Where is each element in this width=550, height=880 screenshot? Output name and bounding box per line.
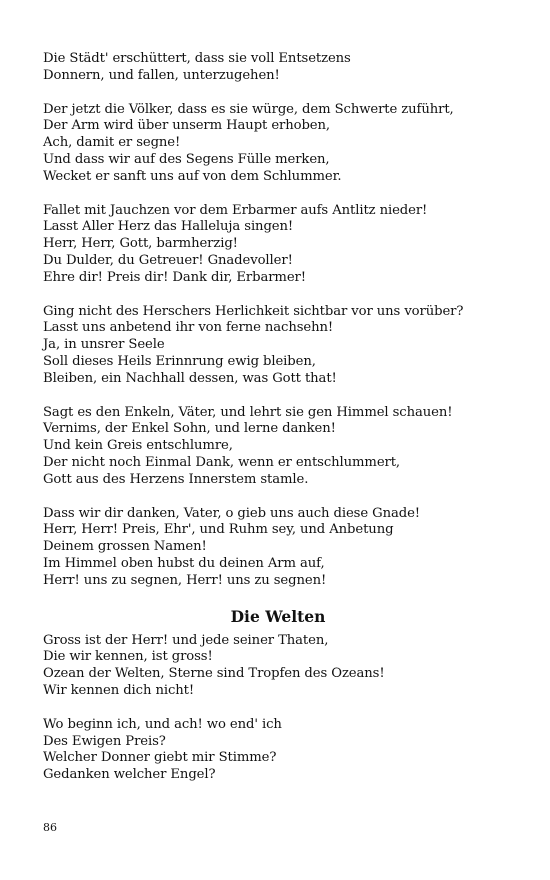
poem-line: Wir kennen dich nicht! xyxy=(43,682,195,698)
stanza xyxy=(43,633,513,700)
poem-line: Du Dulder, du Getreuer! Gnadevoller! xyxy=(43,252,293,268)
poem-line: Lasst Aller Herz das Halleluja singen! xyxy=(43,219,294,235)
stanza xyxy=(43,102,513,186)
poem-line: Ozean der Welten, Sterne sind Tropfen des Ozeans! xyxy=(43,666,385,682)
poem-line: Ja, in unsrer Seele xyxy=(43,337,165,353)
poem-line: Deinem grossen Namen! xyxy=(43,539,207,555)
poem-line: Und dass wir auf des Segens Fülle merken, xyxy=(43,151,330,167)
poem-line: Fallet mit Jauchzen vor dem Erbarmer aufs Antlitz nieder! xyxy=(43,202,428,218)
poem-line: Ging nicht des Herschers Herlichkeit sichtbar vor uns vorüber? xyxy=(43,303,464,319)
poem-line: Gedanken welcher Engel? xyxy=(43,767,216,783)
poem-line: Wo beginn ich, und ach! wo end' ich xyxy=(43,716,282,732)
poem-line: Lasst uns anbetend ihr von ferne nachsehn! xyxy=(43,320,334,336)
poem-line: Bleiben, ein Nachhall dessen, was Gott that! xyxy=(43,370,337,386)
poem-line: Wecket er sanft uns auf von dem Schlummer. xyxy=(43,168,342,184)
poem-continued xyxy=(43,51,513,590)
poem-line: Vernims, der Enkel Sohn, und lerne danken! xyxy=(43,421,336,437)
poem-line: Der jetzt die Völker, dass es sie würge, dem Schwerte zuführt, xyxy=(43,101,454,117)
poem-line: Des Ewigen Preis? xyxy=(43,733,166,749)
stanza xyxy=(43,717,513,784)
poem-line: Herr, Herr! Preis, Ehr', und Ruhm sey, und Anbetung xyxy=(43,522,394,538)
page-number: 86 xyxy=(43,821,57,834)
poem-line: Gott aus des Herzens Innerstem stamle. xyxy=(43,471,309,487)
poem-title: Die Welten xyxy=(230,606,326,626)
poem-line: Und kein Greis entschlumre, xyxy=(43,438,233,454)
poem-line: Donnern, und fallen, unterzugehen! xyxy=(43,67,280,83)
poem-line: Herr! uns zu segnen, Herr! uns zu segnen! xyxy=(43,572,327,588)
poem-line: Sagt es den Enkeln, Väter, und lehrt sie gen Himmel schauen! xyxy=(43,404,453,420)
poem-line: Welcher Donner giebt mir Stimme? xyxy=(43,750,277,766)
poem-die-welten xyxy=(43,633,513,784)
poem-line: Die wir kennen, ist gross! xyxy=(43,649,213,665)
stanza xyxy=(43,51,513,85)
poem-line: Im Himmel oben hubst du deinen Arm auf, xyxy=(43,555,325,571)
poem-line: Der Arm wird über unserm Haupt erhoben, xyxy=(43,118,330,134)
stanza xyxy=(43,405,513,489)
poem-line: Ehre dir! Preis dir! Dank dir, Erbarmer! xyxy=(43,269,306,285)
stanza xyxy=(43,304,513,388)
poem-line: Dass wir dir danken, Vater, o gieb uns auch diese Gnade! xyxy=(43,505,420,521)
poem-line: Herr, Herr, Gott, barmherzig! xyxy=(43,236,238,252)
stanza xyxy=(43,506,513,590)
page-content xyxy=(43,51,513,801)
poem-line: Gross ist der Herr! und jede seiner Thaten, xyxy=(43,632,329,648)
poem-line: Ach, damit er segne! xyxy=(43,135,181,151)
poem-line: Die Städt' erschüttert, dass sie voll Entsetzens xyxy=(43,51,351,66)
poem-line: Der nicht noch Einmal Dank, wenn er entschlummert, xyxy=(43,454,401,470)
poem-line: Soll dieses Heils Erinnrung ewig bleiben, xyxy=(43,353,316,369)
stanza xyxy=(43,203,513,287)
